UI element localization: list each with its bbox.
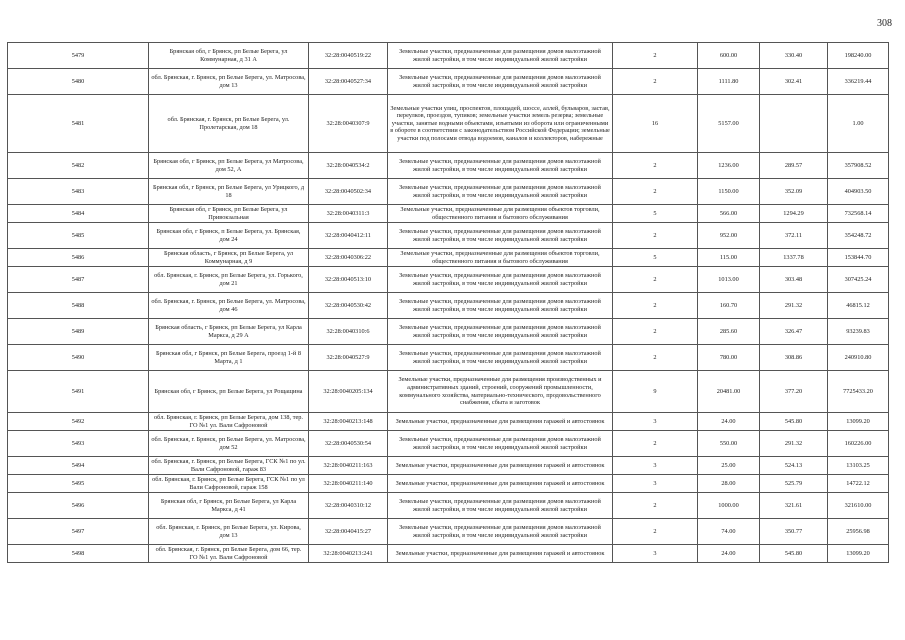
cadastral-value-cell: 307425.24: [828, 267, 889, 293]
specific-value-cell: 524.13: [760, 457, 828, 475]
use-group-cell: 16: [613, 95, 698, 153]
row-number: 5493: [8, 431, 149, 457]
cadastral-number-cell: 32:28:0040519:22: [309, 43, 388, 69]
area-cell: 952.00: [698, 223, 760, 249]
table-body: [8, 43, 889, 563]
area-cell: 1000.00: [698, 493, 760, 519]
specific-value-cell: 545.80: [760, 413, 828, 431]
specific-value-cell: 308.86: [760, 345, 828, 371]
use-group-cell: 3: [613, 475, 698, 493]
use-group-cell: 3: [613, 457, 698, 475]
cadastral-value-table: [7, 42, 889, 563]
cadastral-number-cell: 32:28:0040513:10: [309, 267, 388, 293]
use-group-cell: 3: [613, 413, 698, 431]
row-number: 5497: [8, 519, 149, 545]
specific-value-cell: 377.20: [760, 371, 828, 413]
area-cell: 550.00: [698, 431, 760, 457]
table-row: [8, 249, 889, 267]
address-cell: обл. Брянская, г. Брянск, рп Белые Берега, ул. Кирова, дом 13: [149, 519, 309, 545]
use-group-cell: 2: [613, 519, 698, 545]
row-number: 5494: [8, 457, 149, 475]
use-group-cell: 2: [613, 43, 698, 69]
cadastral-number-cell: 32:28:0040310:12: [309, 493, 388, 519]
specific-value-cell: 330.40: [760, 43, 828, 69]
use-group-cell: 2: [613, 293, 698, 319]
table-row: [8, 545, 889, 563]
use-group-cell: 2: [613, 431, 698, 457]
area-cell: 24.00: [698, 545, 760, 563]
cadastral-value-cell: 25956.98: [828, 519, 889, 545]
row-number: 5485: [8, 223, 149, 249]
cadastral-number-cell: 32:28:0040211:140: [309, 475, 388, 493]
area-cell: 28.00: [698, 475, 760, 493]
land-use-cell: Земельные участки, предназначенные для размещения домов малоэтажной жилой застройки, в том числе индивидуальной жилой застройки: [388, 431, 613, 457]
cadastral-value-cell: 354248.72: [828, 223, 889, 249]
cadastral-number-cell: 32:28:0040530:42: [309, 293, 388, 319]
row-number: 5498: [8, 545, 149, 563]
land-use-cell: Земельные участки, предназначенные для размещения домов малоэтажной жилой застройки, в том числе индивидуальной жилой застройки: [388, 519, 613, 545]
address-cell: Брянская область, г Брянск, рп Белые Берега, ул Карла Маркса, д 29 А: [149, 319, 309, 345]
area-cell: 780.00: [698, 345, 760, 371]
specific-value-cell: 352.09: [760, 179, 828, 205]
row-number: 5496: [8, 493, 149, 519]
address-cell: обл. Брянская, г. Брянск, рп Белые Берега, ул. Матросова, дом 46: [149, 293, 309, 319]
row-number: 5484: [8, 205, 149, 223]
address-cell: обл. Брянская, г. Брянск, рп Белые Берега, ГСК №1 по ул. Вали Сафроновой, гараж 83: [149, 457, 309, 475]
row-number: 5488: [8, 293, 149, 319]
cadastral-number-cell: 32:28:0040502:34: [309, 179, 388, 205]
table-row: [8, 493, 889, 519]
cadastral-number-cell: 32:28:0040412:11: [309, 223, 388, 249]
row-number: 5479: [8, 43, 149, 69]
specific-value-cell: 1294.29: [760, 205, 828, 223]
table-row: [8, 43, 889, 69]
specific-value-cell: 525.79: [760, 475, 828, 493]
use-group-cell: 9: [613, 371, 698, 413]
row-number: 5489: [8, 319, 149, 345]
area-cell: 74.00: [698, 519, 760, 545]
land-use-cell: Земельные участки, предназначенные для размещения домов малоэтажной жилой застройки, в том числе индивидуальной жилой застройки: [388, 345, 613, 371]
table-row: [8, 319, 889, 345]
page-number: 308: [877, 18, 892, 29]
land-use-cell: Земельные участки, предназначенные для размещения гаражей и автостоянок: [388, 413, 613, 431]
land-use-cell: Земельные участки, предназначенные для размещения домов малоэтажной жилой застройки, в том числе индивидуальной жилой застройки: [388, 319, 613, 345]
table-row: [8, 345, 889, 371]
cadastral-number-cell: 32:28:0040310:6: [309, 319, 388, 345]
land-use-cell: Земельные участки, предназначенные для размещения гаражей и автостоянок: [388, 457, 613, 475]
cadastral-value-cell: 160226.00: [828, 431, 889, 457]
table-row: [8, 519, 889, 545]
table-row: [8, 267, 889, 293]
address-cell: Брянская обл, г Брянск, рп Белые Берега, проезд 1-й 8 Марта, д 1: [149, 345, 309, 371]
table-row: [8, 457, 889, 475]
specific-value-cell: 321.61: [760, 493, 828, 519]
use-group-cell: 2: [613, 153, 698, 179]
specific-value-cell: 303.48: [760, 267, 828, 293]
use-group-cell: 2: [613, 319, 698, 345]
cadastral-value-cell: 46815.12: [828, 293, 889, 319]
land-use-cell: Земельные участки, предназначенные для размещения объектов торговли, общественного питания и бытового обслуживания: [388, 249, 613, 267]
table-row: [8, 475, 889, 493]
cadastral-number-cell: 32:28:0040415:27: [309, 519, 388, 545]
table-row: [8, 69, 889, 95]
cadastral-number-cell: 32:28:0040213:241: [309, 545, 388, 563]
row-number: 5486: [8, 249, 149, 267]
address-cell: обл. Брянская, г. Брянск, рп Белые Берега, дом 66, тер. ГО №1 ул. Вали Сафроновой: [149, 545, 309, 563]
specific-value-cell: 302.41: [760, 69, 828, 95]
address-cell: Брянская область, г Брянск, рп Белые Берега, ул Коммунарная, д 9: [149, 249, 309, 267]
area-cell: 1111.80: [698, 69, 760, 95]
land-use-cell: Земельные участки, предназначенные для размещения домов малоэтажной жилой застройки, в том числе индивидуальной жилой застройки: [388, 153, 613, 179]
land-use-cell: Земельные участки, предназначенные для размещения домов малоэтажной жилой застройки, в том числе индивидуальной жилой застройки: [388, 223, 613, 249]
specific-value-cell: 291.32: [760, 431, 828, 457]
table-row: [8, 179, 889, 205]
specific-value-cell: 326.47: [760, 319, 828, 345]
address-cell: обл. Брянская, г. Брянск, рп Белые Берега, ул. Матросова, дом 52: [149, 431, 309, 457]
cadastral-value-cell: 357908.52: [828, 153, 889, 179]
area-cell: 115.00: [698, 249, 760, 267]
address-cell: обл. Брянская, г. Брянск, рп Белые Берега, дом 138, тер. ГО №1 ул. Вали Сафроновой: [149, 413, 309, 431]
table-row: [8, 95, 889, 153]
cadastral-value-cell: 1.00: [828, 95, 889, 153]
land-use-cell: Земельные участки, предназначенные для размещения производственных и административных зданий, строений, сооружений промышленности, коммунального хозяйства, материально-технического, продовольственного снабжения, сбыта и заготовок: [388, 371, 613, 413]
use-group-cell: 3: [613, 545, 698, 563]
row-number: 5495: [8, 475, 149, 493]
address-cell: Брянская обл, г Брянск, п Белые Берега, ул. Брянская, дом 24: [149, 223, 309, 249]
land-use-cell: Земельные участки, предназначенные для размещения гаражей и автостоянок: [388, 545, 613, 563]
use-group-cell: 5: [613, 205, 698, 223]
use-group-cell: 2: [613, 223, 698, 249]
table-row: [8, 293, 889, 319]
use-group-cell: 2: [613, 493, 698, 519]
specific-value-cell: 545.80: [760, 545, 828, 563]
use-group-cell: 2: [613, 267, 698, 293]
cadastral-value-cell: 732568.14: [828, 205, 889, 223]
row-number: 5492: [8, 413, 149, 431]
address-cell: обл. Брянская, г. Брянск, рп Белые Берега, ГСК №1 по ул Вали Сафроновой, гараж 158: [149, 475, 309, 493]
address-cell: обл. Брянская, г. Брянск, рп Белые Берега, ул. Горького, дом 21: [149, 267, 309, 293]
cadastral-number-cell: 32:28:0040530:54: [309, 431, 388, 457]
table-row: [8, 371, 889, 413]
cadastral-value-cell: 321610.00: [828, 493, 889, 519]
area-cell: 600.00: [698, 43, 760, 69]
area-cell: 566.00: [698, 205, 760, 223]
land-use-cell: Земельные участки, предназначенные для размещения домов малоэтажной жилой застройки, в том числе индивидуальной жилой застройки: [388, 69, 613, 95]
table-row: [8, 431, 889, 457]
specific-value-cell: 372.11: [760, 223, 828, 249]
table-row: [8, 205, 889, 223]
table-row: [8, 223, 889, 249]
land-use-cell: Земельные участки, предназначенные для размещения объектов торговли, общественного питания и бытового обслуживания: [388, 205, 613, 223]
area-cell: 1236.00: [698, 153, 760, 179]
use-group-cell: 2: [613, 179, 698, 205]
address-cell: Брянская обл, г Брянск, рп Белые Берега, ул Матросова, дом 52, А: [149, 153, 309, 179]
land-use-cell: Земельные участки, предназначенные для размещения домов малоэтажной жилой застройки, в том числе индивидуальной жилой застройки: [388, 493, 613, 519]
cadastral-number-cell: 32:28:0040534:2: [309, 153, 388, 179]
area-cell: 20481.00: [698, 371, 760, 413]
address-cell: Брянская обл, г Брянск, рп Белые Берега, ул Привокзальная: [149, 205, 309, 223]
land-use-cell: Земельные участки, предназначенные для размещения домов малоэтажной жилой застройки, в том числе индивидуальной жилой застройки: [388, 267, 613, 293]
cadastral-value-cell: 7725433.20: [828, 371, 889, 413]
cadastral-number-cell: 32:28:0040527:9: [309, 345, 388, 371]
cadastral-number-cell: 32:28:0040213:148: [309, 413, 388, 431]
row-number: 5483: [8, 179, 149, 205]
specific-value-cell: 289.57: [760, 153, 828, 179]
row-number: 5490: [8, 345, 149, 371]
area-cell: 160.70: [698, 293, 760, 319]
address-cell: Брянская обл, г Брянск, рп Белые Берега, ул Рощащина: [149, 371, 309, 413]
land-use-cell: Земельные участки, предназначенные для размещения гаражей и автостоянок: [388, 475, 613, 493]
address-cell: Брянская обл, г Брянск, рп Белые Берега, ул Карла Маркса, д 41: [149, 493, 309, 519]
cadastral-number-cell: 32:28:0040527:34: [309, 69, 388, 95]
specific-value-cell: 291.32: [760, 293, 828, 319]
specific-value-cell: 1337.78: [760, 249, 828, 267]
address-cell: Брянская обл, г Брянск, рп Белые Берега, ул Урицкого, д 18: [149, 179, 309, 205]
address-cell: обл. Брянская, г. Брянск, рп Белые Берега, ул. Пролетарская, дом 18: [149, 95, 309, 153]
cadastral-value-cell: 336219.44: [828, 69, 889, 95]
cadastral-value-cell: 93239.83: [828, 319, 889, 345]
area-cell: 24.00: [698, 413, 760, 431]
land-use-cell: Земельные участки, предназначенные для размещения домов малоэтажной жилой застройки, в том числе индивидуальной жилой застройки: [388, 293, 613, 319]
use-group-cell: 2: [613, 345, 698, 371]
cadastral-value-cell: 13099.20: [828, 413, 889, 431]
cadastral-number-cell: 32:28:0040205:134: [309, 371, 388, 413]
table-row: [8, 413, 889, 431]
table-row: [8, 153, 889, 179]
area-cell: 1150.00: [698, 179, 760, 205]
area-cell: 1013.00: [698, 267, 760, 293]
row-number: 5491: [8, 371, 149, 413]
row-number: 5481: [8, 95, 149, 153]
cadastral-number-cell: 32:28:0040306:22: [309, 249, 388, 267]
specific-value-cell: 350.77: [760, 519, 828, 545]
row-number: 5487: [8, 267, 149, 293]
cadastral-value-cell: 153844.70: [828, 249, 889, 267]
cadastral-number-cell: 32:28:0040307:9: [309, 95, 388, 153]
use-group-cell: 2: [613, 69, 698, 95]
cadastral-number-cell: 32:28:0040311:3: [309, 205, 388, 223]
area-cell: 285.60: [698, 319, 760, 345]
cadastral-value-cell: 14722.12: [828, 475, 889, 493]
specific-value-cell: [760, 95, 828, 153]
cadastral-value-cell: 198240.00: [828, 43, 889, 69]
cadastral-value-cell: 13103.25: [828, 457, 889, 475]
land-use-cell: Земельные участки, предназначенные для размещения домов малоэтажной жилой застройки, в том числе индивидуальной жилой застройки: [388, 43, 613, 69]
address-cell: Брянская обл, г Брянск, рп Белые Берега, ул Коммунарная, д 31 А: [149, 43, 309, 69]
use-group-cell: 5: [613, 249, 698, 267]
cadastral-number-cell: 32:28:0040211:163: [309, 457, 388, 475]
cadastral-value-cell: 404903.50: [828, 179, 889, 205]
area-cell: 5157.00: [698, 95, 760, 153]
land-use-cell: Земельные участки улиц, проспектов, площадей, шоссе, аллей, бульваров, застав, переулков, проездов, тупиков; земельные участки земель резерва; земельные участки, занятые водными объектами, изъятыми из оборота или ограниченными в обороте в соответствии с законодательством Российской Федерации; земельные участки под полосами отвода водоемов, каналов и коллекторов, набережные: [388, 95, 613, 153]
land-use-cell: Земельные участки, предназначенные для размещения домов малоэтажной жилой застройки, в том числе индивидуальной жилой застройки: [388, 179, 613, 205]
row-number: 5482: [8, 153, 149, 179]
cadastral-value-cell: 13099.20: [828, 545, 889, 563]
cadastral-value-cell: 240910.80: [828, 345, 889, 371]
area-cell: 25.00: [698, 457, 760, 475]
address-cell: обл. Брянская, г. Брянск, рп Белые Берега, ул. Матросова, дом 13: [149, 69, 309, 95]
row-number: 5480: [8, 69, 149, 95]
